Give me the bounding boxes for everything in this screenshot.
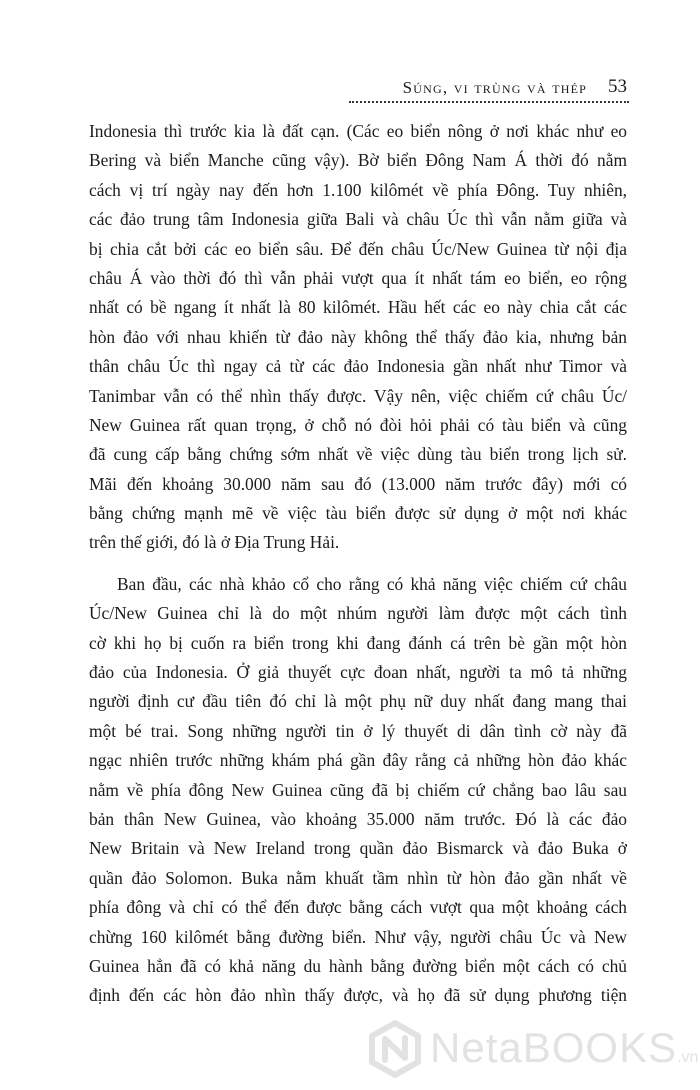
text-line: người định cư đầu tiên đó chỉ là một phụ nữ duy nhất đang mang thai — [89, 691, 627, 712]
watermark-text — [430, 1024, 698, 1072]
running-header — [349, 74, 629, 114]
text-line: bị chia cắt bởi các eo biển sâu. Để đến châu Úc/New Guinea từ nội địa — [89, 238, 627, 259]
watermark-brand: NetaBOOKS — [430, 1024, 678, 1071]
text-line: quần đảo Solomon. Buka nằm khuất tầm nhìn từ hòn đảo gần nhất về — [89, 867, 627, 888]
text-line: châu Á vào thời đó thì vẫn phải vượt qua ít nhất tám eo biển, eo rộng — [89, 267, 627, 288]
body-text — [89, 117, 627, 1011]
text-line: Úc/New Guinea chỉ là do một nhúm người làm được một cách tình — [89, 603, 627, 624]
paragraph — [89, 117, 627, 558]
text-line: New Britain và New Ireland trong quần đảo Bismarck và đảo Buka ở — [89, 838, 627, 859]
text-line: Ban đầu, các nhà khảo cổ cho rằng có khả năng việc chiếm cứ châu — [117, 573, 627, 594]
text-line: bằng chứng mạnh mẽ về việc tàu biển được sử dụng ở một nơi khác — [89, 503, 627, 524]
text-line: phía đông và chỉ có thể đến được bằng cách vượt qua một khoảng cách — [89, 897, 627, 918]
text-line: bản thân New Guinea, vào khoảng 35.000 năm trước. Đó là các đảo — [89, 808, 627, 829]
text-line: cờ khi họ bị cuốn ra biển trong khi đang đánh cá trên bè gần một hòn — [89, 632, 627, 653]
paragraph-gap — [89, 558, 627, 570]
text-line: một bé trai. Song những người tin ở lý thuyết di dân tình cờ này đã — [89, 720, 627, 741]
text-line: chừng 160 kilômét bằng đường biển. Như vậy, người châu Úc và New — [89, 926, 627, 947]
text-line: Guinea hẳn đã có khả năng du hành bằng đường biển một cách có chủ — [89, 955, 627, 976]
watermark-suffix: .vn — [677, 1049, 699, 1066]
text-line: nằm về phía đông New Guinea cũng đã bị chiếm cứ chẳng bao lâu sau — [89, 779, 627, 800]
text-line: ngạc nhiên trước những khám phá gần đây rằng cả những hòn đảo khác — [89, 750, 627, 771]
text-line: trên thế giới, đó là ở Địa Trung Hải. — [89, 532, 340, 553]
text-line: Bering và biển Manche cũng vậy). Bờ biển Đông Nam Á thời đó nằm — [89, 150, 627, 171]
text-line: các đảo trung tâm Indonesia giữa Bali và châu Úc thì vẫn nằm giữa và — [89, 209, 627, 230]
neta-hexagon-logo-icon — [366, 1020, 424, 1078]
paragraph — [89, 570, 627, 1011]
text-line: Indonesia thì trước kia là đất cạn. (Các eo biển nông ở nơi khác như eo — [89, 121, 627, 141]
text-line: New Guinea rất quan trọng, ở chỗ nó đòi hỏi phải có tàu biển và cũng — [89, 414, 627, 435]
text-line: nhất có bề ngang ít nhất là 80 kilômét. Hầu hết các eo này chia cắt các — [89, 297, 627, 318]
watermark — [366, 1016, 699, 1082]
running-title: Súng, vi trùng và thép — [402, 78, 587, 97]
text-line: định đến các hòn đảo nhìn thấy được, và họ đã sử dụng phương tiện — [89, 985, 627, 1006]
text-line: cách vị trí ngày nay đến hơn 1.100 kilômét về phía Đông. Tuy nhiên, — [89, 179, 627, 200]
header-dotted-rule — [349, 101, 629, 103]
text-line: đảo của Indonesia. Ở giả thuyết cực đoan nhất, người ta mô tả những — [89, 662, 627, 683]
text-line: đã cung cấp bằng chứng sớm nhất về việc dùng tàu biển trong lịch sử. — [89, 444, 627, 465]
text-line: hòn đảo với nhau khiến từ đảo này không thể thấy đảo kia, nhưng bản — [89, 326, 627, 347]
page-number: 53 — [608, 76, 627, 97]
text-line: Tanimbar vẫn có thể nhìn thấy được. Vậy nên, việc chiếm cứ châu Úc/ — [89, 385, 627, 406]
text-line: Mãi đến khoảng 30.000 năm sau đó (13.000 năm trước đây) mới có — [89, 473, 627, 494]
text-line: thân châu Úc thì ngay cả từ các đảo Indonesia gần nhất như Timor và — [89, 356, 627, 377]
